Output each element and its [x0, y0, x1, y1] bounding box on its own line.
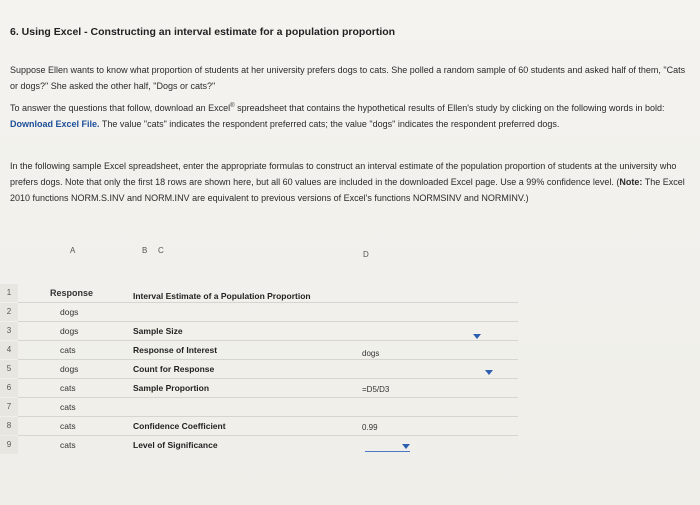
cell-d6[interactable]: =D5/D3: [362, 385, 390, 394]
dropdown-arrow-icon[interactable]: [485, 370, 493, 375]
row-number: 7: [0, 398, 18, 416]
cell-d8[interactable]: 0.99: [362, 423, 378, 432]
row-number: 2: [0, 303, 18, 321]
registered-mark: ®: [230, 103, 235, 109]
cell-b9[interactable]: Level of Significance: [133, 440, 218, 450]
cell-b5[interactable]: Count for Response: [133, 364, 215, 374]
spreadsheet-text-a: In the following sample Excel spreadsheet, enter the appropriate formulas to construct an interval estimate of the population proportion of students at the university who prefers dogs. Note that only the first 18 rows are shown here, but all 60 values are included in the downloaded Excel page. Use a 99% confidence level. (: [10, 161, 677, 187]
cell-b4[interactable]: Response of Interest: [133, 345, 218, 355]
cell-d9-input-underline[interactable]: [365, 451, 410, 452]
row-number: 1: [0, 284, 18, 302]
row-number: 3: [0, 322, 18, 340]
cell-b1[interactable]: Interval Estimate of a Population Proportion: [133, 291, 311, 301]
cell-a5[interactable]: dogs: [60, 364, 79, 374]
dropdown-arrow-icon[interactable]: [473, 334, 481, 339]
cell-a8[interactable]: cats: [60, 421, 76, 431]
title-rest: Constructing an interval estimate for a population proportion: [90, 26, 396, 38]
cell-a4[interactable]: cats: [60, 345, 76, 355]
instructions-text-b: spreadsheet that contains the hypothetical results of Ellen's study by clicking on the following words in bold:: [234, 103, 665, 113]
column-header-a: A: [70, 246, 76, 255]
note-label: Note:: [619, 177, 643, 187]
dropdown-arrow-icon[interactable]: [402, 444, 410, 449]
row-number: 8: [0, 417, 18, 435]
instructions-text-a: To answer the questions that follow, download an Excel: [10, 103, 231, 113]
download-excel-link[interactable]: Download Excel File.: [10, 119, 100, 129]
row-number: 4: [0, 341, 18, 359]
column-header-b: B: [142, 246, 148, 255]
instructions-paragraph: [10, 98, 690, 132]
intro-paragraph: Suppose Ellen wants to know what proportion of students at her university prefers dogs to cats. She polled a random sample of 60 students and asked half of them, "Cats or dogs?" She asked the other half, "Dogs or cats?": [10, 65, 686, 91]
column-header-c: C: [158, 246, 164, 255]
cell-a7[interactable]: cats: [60, 402, 76, 412]
cell-a2[interactable]: dogs: [60, 307, 79, 317]
column-header-d: D: [363, 250, 369, 259]
cell-a9[interactable]: cats: [60, 440, 76, 450]
cell-b6[interactable]: Sample Proportion: [133, 383, 210, 393]
row-number: 5: [0, 360, 18, 378]
cell-a3[interactable]: dogs: [60, 326, 79, 336]
title-prefix: 6. Using Excel: [10, 26, 82, 38]
row-number: 9: [0, 436, 18, 454]
title-separator: -: [81, 26, 91, 38]
cell-b8[interactable]: Confidence Coefficient: [133, 421, 226, 431]
excel-sample-sheet: [0, 244, 700, 464]
page-title: [10, 26, 395, 38]
cell-d4[interactable]: dogs: [362, 349, 380, 358]
spreadsheet-text-b: The Excel 2010 functions NORM.S.INV and NORM.INV are equivalent to previous versions of Excel's functions NORMSINV and NORMINV.): [10, 177, 685, 203]
spreadsheet-paragraph: [10, 158, 690, 206]
instructions-text-c: The value "cats" indicates the respondent preferred cats; the value "dogs" indicates the respondent preferred dogs.: [99, 119, 560, 129]
cell-a1[interactable]: Response: [50, 288, 94, 298]
cell-a6[interactable]: cats: [60, 383, 76, 393]
cell-b3[interactable]: Sample Size: [133, 326, 183, 336]
row-number: 6: [0, 379, 18, 397]
